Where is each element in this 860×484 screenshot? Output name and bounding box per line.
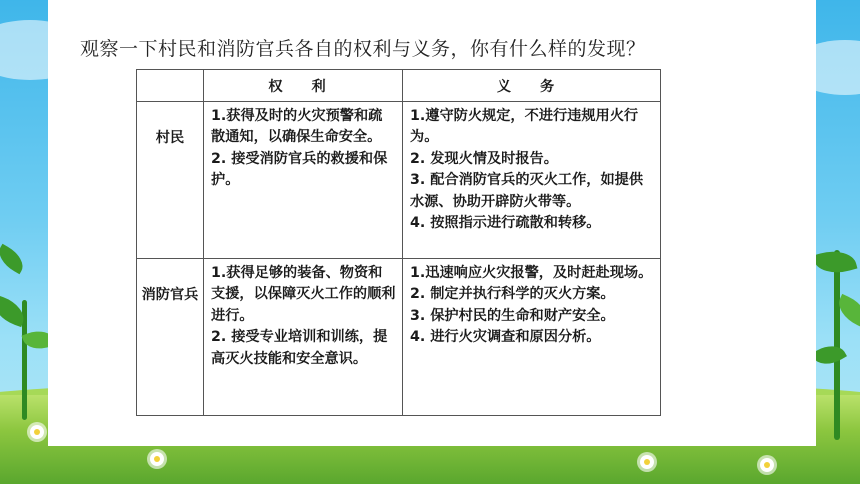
row-label-villager: 村民 xyxy=(137,102,204,259)
firefighter-duty-item: 1.迅速响应火灾报警，及时赶赴现场。 xyxy=(410,265,653,281)
header-rights: 权 利 xyxy=(204,70,403,102)
firefighter-duty-item: 2. 制定并执行科学的灭火方案。 xyxy=(410,286,615,303)
firefighter-duty-item: 3. 保护村民的生命和财产安全。 xyxy=(410,307,615,324)
leaf-icon xyxy=(0,244,28,275)
table-header-row xyxy=(137,70,661,102)
header-duties: 义 务 xyxy=(403,70,661,102)
flower-icon xyxy=(760,458,774,472)
flower-icon xyxy=(150,452,164,466)
table-row-firefighter xyxy=(137,259,661,416)
villager-duty-item: 2. 发现火情及时报告。 xyxy=(410,150,558,167)
firefighter-right-item: 1.获得足够的装备、物资和支援，以保障灭火工作的顺利进行。 xyxy=(211,265,396,324)
table-row-villager xyxy=(137,102,661,259)
firefighter-duty-item: 4. 进行火灾调查和原因分析。 xyxy=(410,329,601,346)
row-label-firefighter: 消防官兵 xyxy=(137,259,204,416)
villager-right-item: 1.获得及时的火灾预警和疏散通知，以确保生命安全。 xyxy=(211,108,383,146)
firefighter-right-item: 2. 接受专业培训和训练，提高灭火技能和安全意识。 xyxy=(211,329,388,367)
villager-duty-item: 1.遵守防火规定，不进行违规用火行为。 xyxy=(410,108,639,146)
rights-duties-table xyxy=(136,69,661,416)
firefighter-rights-cell xyxy=(204,259,403,416)
flower-icon xyxy=(640,455,654,469)
leaf-icon xyxy=(811,339,847,371)
villager-duty-item: 3. 配合消防官兵的灭火工作，如提供水源、协助开辟防火带等。 xyxy=(410,172,644,210)
villager-duty-item: 4. 按照指示进行疏散和转移。 xyxy=(410,215,601,232)
villager-rights-cell xyxy=(204,102,403,259)
villager-right-item: 2. 接受消防官兵的救援和保护。 xyxy=(211,150,388,189)
villager-duties-cell xyxy=(403,102,661,259)
flower-icon xyxy=(30,425,44,439)
header-empty-cell xyxy=(137,70,204,102)
firefighter-duties-cell xyxy=(403,259,661,416)
question-text: 观察一下村民和消防官兵各自的权利与义务，你有什么样的发现？ xyxy=(80,38,646,60)
plant-stem xyxy=(834,250,840,440)
